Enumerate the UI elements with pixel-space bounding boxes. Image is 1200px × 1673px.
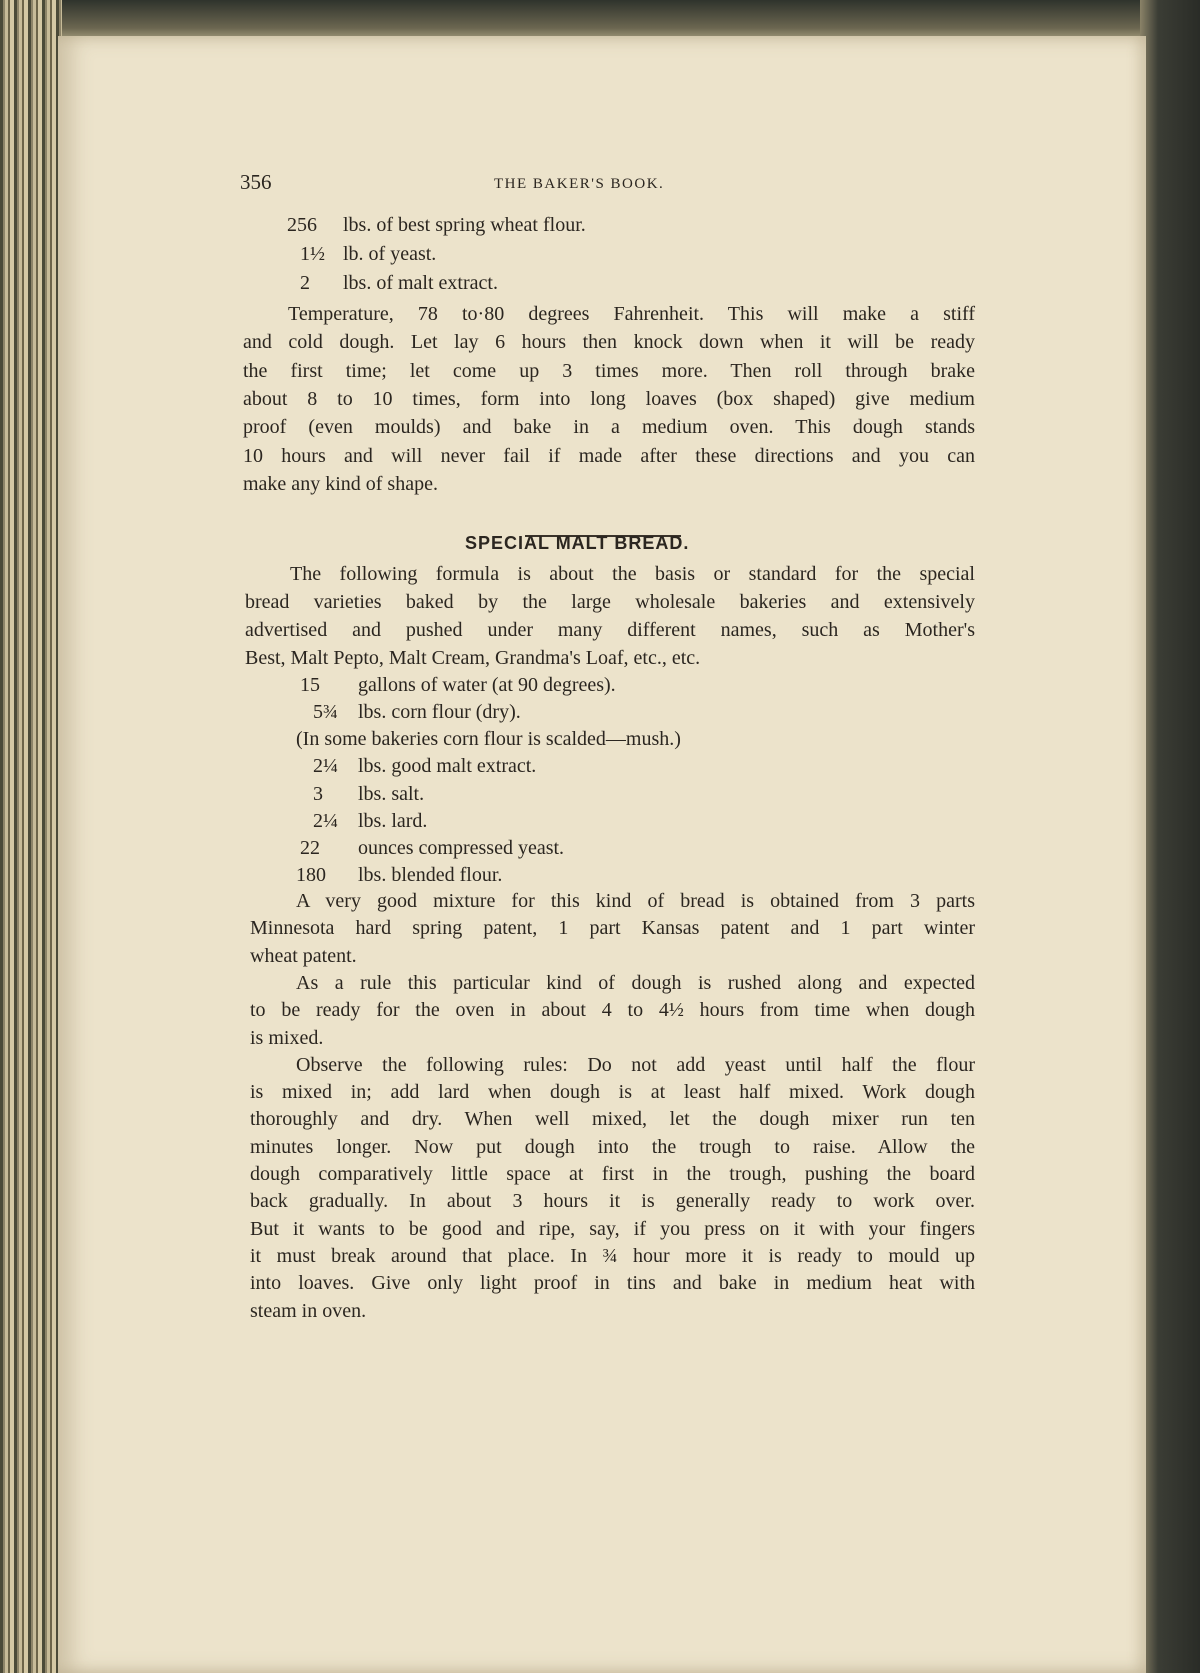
text-line: proof (even moulds) and bake in a medium oven. This dough stands bbox=[243, 416, 975, 439]
text-line: steam in oven. bbox=[250, 1299, 367, 1322]
text-line: advertised and pushed under many different names, such as Mother's bbox=[245, 619, 975, 641]
ingredient-quantity: 22 bbox=[300, 837, 320, 859]
text-line: it must break around that place. In ¾ hour more it is ready to mould up bbox=[250, 1244, 975, 1267]
ingredient-item: ounces compressed yeast. bbox=[358, 837, 565, 859]
ingredient-item: lbs. of malt extract. bbox=[343, 272, 498, 294]
text-line: 10 hours and will never fail if made after these directions and you can bbox=[243, 444, 975, 467]
book-top-edge bbox=[0, 0, 1200, 40]
ingredient-quantity: 2¼ bbox=[313, 755, 338, 777]
text-line: But it wants to be good and ripe, say, if you press on it with your fingers bbox=[250, 1217, 975, 1240]
text-line: As a rule this particular kind of dough is rushed along and expected bbox=[296, 971, 975, 994]
text-line: into loaves. Give only light proof in tins and bake in medium heat with bbox=[250, 1272, 975, 1295]
text-line: thoroughly and dry. When well mixed, let the dough mixer run ten bbox=[250, 1108, 975, 1131]
text-line: Observe the following rules: Do not add yeast until half the flour bbox=[296, 1053, 975, 1076]
text-line: and cold dough. Let lay 6 hours then knock down when it will be ready bbox=[243, 331, 975, 354]
text-line: Temperature, 78 to·80 degrees Fahrenheit. This will make a stiff bbox=[288, 303, 975, 325]
ingredient-item: lb. of yeast. bbox=[343, 243, 437, 265]
ingredient-quantity: 2 bbox=[300, 272, 310, 294]
ingredient-item: lbs. blended flour. bbox=[358, 864, 503, 886]
ingredient-note: (In some bakeries corn flour is scalded—mush.) bbox=[296, 728, 681, 750]
text-line: is mixed in; add lard when dough is at least half mixed. Work dough bbox=[250, 1081, 975, 1104]
book-right-edge bbox=[1140, 0, 1200, 1673]
text-line: to be ready for the oven in about 4 to 4½ hours from time when dough bbox=[250, 999, 975, 1022]
text-line: wheat patent. bbox=[250, 944, 357, 967]
text-line: bread varieties baked by the large wholesale bakeries and extensively bbox=[245, 591, 975, 613]
text-line: The following formula is about the basis or standard for the special bbox=[290, 563, 975, 585]
ingredient-item: lbs. salt. bbox=[358, 783, 425, 805]
ingredient-item: lbs. corn flour (dry). bbox=[358, 701, 521, 723]
ingredient-item: lbs. good malt extract. bbox=[358, 755, 537, 777]
text-line: A very good mixture for this kind of bread is obtained from 3 parts bbox=[296, 890, 975, 912]
text-line: is mixed. bbox=[250, 1026, 324, 1049]
ingredient-quantity: 180 bbox=[296, 864, 326, 886]
ingredient-quantity: 256 bbox=[287, 214, 317, 236]
text-line: minutes longer. Now put dough into the trough to raise. Allow the bbox=[250, 1135, 975, 1158]
text-line: back gradually. In about 3 hours it is generally ready to work over. bbox=[250, 1190, 975, 1213]
text-line: Minnesota hard spring patent, 1 part Kansas patent and 1 part winter bbox=[250, 917, 975, 940]
text-line: make any kind of shape. bbox=[243, 472, 438, 495]
text-line: dough comparatively little space at first in the trough, pushing the board bbox=[250, 1163, 975, 1185]
ingredient-quantity: 3 bbox=[313, 783, 323, 805]
ingredient-item: lbs. lard. bbox=[358, 810, 428, 832]
text-line: the first time; let come up 3 times more. Then roll through brake bbox=[243, 359, 975, 382]
page-number: 356 bbox=[240, 170, 272, 194]
text-line: about 8 to 10 times, form into long loaves (box shaped) give medium bbox=[243, 387, 975, 410]
ingredient-quantity: 5¾ bbox=[313, 701, 338, 723]
ingredient-item: lbs. of best spring wheat flour. bbox=[343, 214, 586, 236]
ingredient-item: gallons of water (at 90 degrees). bbox=[358, 674, 616, 696]
text-line: Best, Malt Pepto, Malt Cream, Grandma's Loaf, etc., etc. bbox=[245, 647, 701, 669]
ingredient-quantity: 2¼ bbox=[313, 810, 338, 832]
ingredient-quantity: 1½ bbox=[300, 243, 325, 265]
ingredient-quantity: 15 bbox=[300, 674, 320, 696]
book-binding bbox=[0, 0, 62, 1673]
section-heading: SPECIAL MALT BREAD. bbox=[465, 533, 690, 553]
running-title: THE BAKER'S BOOK. bbox=[494, 176, 665, 192]
book-page bbox=[58, 36, 1146, 1673]
